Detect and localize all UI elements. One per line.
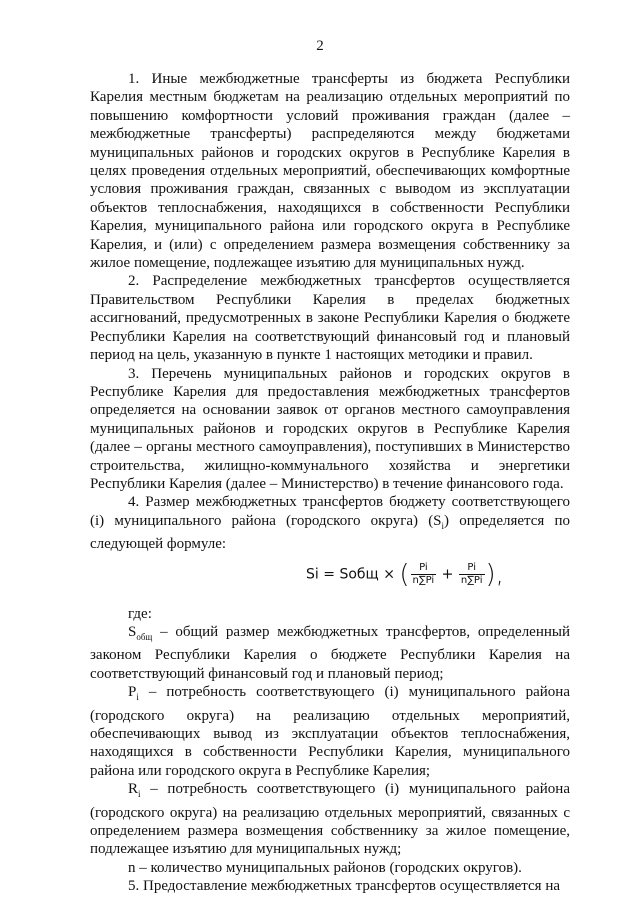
formula-plus: +: [437, 566, 458, 583]
paragraph-1: 1. Иные межбюджетные трансферты из бюджета Республики Карелия местным бюджетам на реализацию отдельных мероприятий по повышению комфортности условий проживания граждан (далее – межбюджетные трансферты) распределяются между бюджетами муниципальных районов и городских округов в Республике Карелия в целях проведения отдельных мероприятий, обеспечивающих комфортные условия проживания граждан, связанных с выводом из эксплуатации объектов теплоснабжения, находящихся в собственности Республики Карелия, муниципального района или городского округа в Республике Карелия, и (или) с определением размера возмещения собственнику за жилое помещение, подлежащее изъятию для муниципальных нужд.: [90, 71, 570, 272]
pi-symbol: P: [128, 684, 137, 701]
pi-description: – потребность соответствующего (i) муниципального района (городского округа) на реализацию отдельных мероприятий, обеспечивающих вывод из эксплуатации объектов теплоснабжения, находящихся в собственности Республики Карелия, муниципального района или городского округа в Республике Карелия;: [90, 684, 570, 779]
paragraph-4-text-b: ) определяется по следующей формуле:: [90, 512, 570, 553]
paragraph-4-text-a: 4. Размер межбюджетных трансфертов бюджету соответствующего (i) муниципального района (городского округа) (S: [90, 494, 570, 529]
paragraph-5: 5. Предоставление межбюджетных трансфертов осуществляется на: [128, 878, 561, 895]
ri-subscript: i: [138, 789, 141, 800]
paragraph-3: 3. Перечень муниципальных районов и городских округов в Республике Карелия для предоставления межбюджетных трансфертов определяется на основании заявок от органов местного самоуправления муниципальных районов и городских округов в Республике Карелия (далее – органы местного самоуправления), поступивших в Министерство строительства, жилищно-коммунального хозяйства и энергетики Республики Карелия (далее – Министерство) в течение финансового года.: [90, 365, 570, 492]
paragraph-4: [90, 493, 570, 553]
formula-times: ×: [378, 566, 400, 583]
s-total-description: – общий размер межбюджетных трансфертов, определенный законом Республики Карелия о бюджете Республики Карелия на соответствующий финансовый год и плановый период;: [90, 623, 570, 682]
pi-subscript: i: [136, 692, 139, 703]
fraction-2-numerator: Pi: [459, 562, 485, 575]
definition-ri: [90, 780, 570, 859]
where-label: где:: [128, 605, 152, 622]
fraction-1-numerator: Pi: [411, 562, 437, 575]
paragraph-4-subscript: i: [441, 520, 445, 531]
fraction-1-denominator: n∑Pi: [412, 574, 435, 586]
s-total-symbol: S: [128, 623, 137, 640]
definition-s-total: [90, 623, 570, 683]
ri-description: – потребность соответствующего (i) муниципального района (городского округа) на реализацию отдельных мероприятий, связанных с определением размера возмещения собственнику за жилое помещение, подлежащее изъятию для муниципальных нужд;: [90, 781, 570, 858]
document-body: [90, 70, 570, 896]
distribution-formula: [240, 559, 570, 590]
page-number: 2: [316, 38, 324, 54]
formula-fraction-1: [411, 562, 437, 587]
formula-fraction-2: [459, 562, 485, 587]
formula-equals: =: [318, 566, 340, 583]
s-total-subscript: общ: [136, 631, 153, 642]
paragraph-2: 2. Распределение межбюджетных трансфертов осуществляется Правительством Республики Карелия в пределах бюджетных ассигнований, предусмотренных в законе Республики Карелия о бюджете Республики Карелия на соответствующий финансовый год и плановый период на цель, указанную в пункте 1 настоящих методики и правил.: [90, 273, 570, 364]
fraction-2-denominator: n∑Pi: [460, 574, 483, 586]
definition-pi: [90, 683, 570, 780]
formula-lhs: Si: [306, 566, 319, 583]
definition-n: n – количество муниципальных районов (городских округов).: [128, 859, 522, 876]
ri-symbol: R: [128, 781, 139, 798]
formula-s-total: Sобщ: [339, 566, 379, 583]
formula-close-paren: ),: [485, 559, 504, 590]
formula-open-paren: (: [399, 559, 410, 590]
